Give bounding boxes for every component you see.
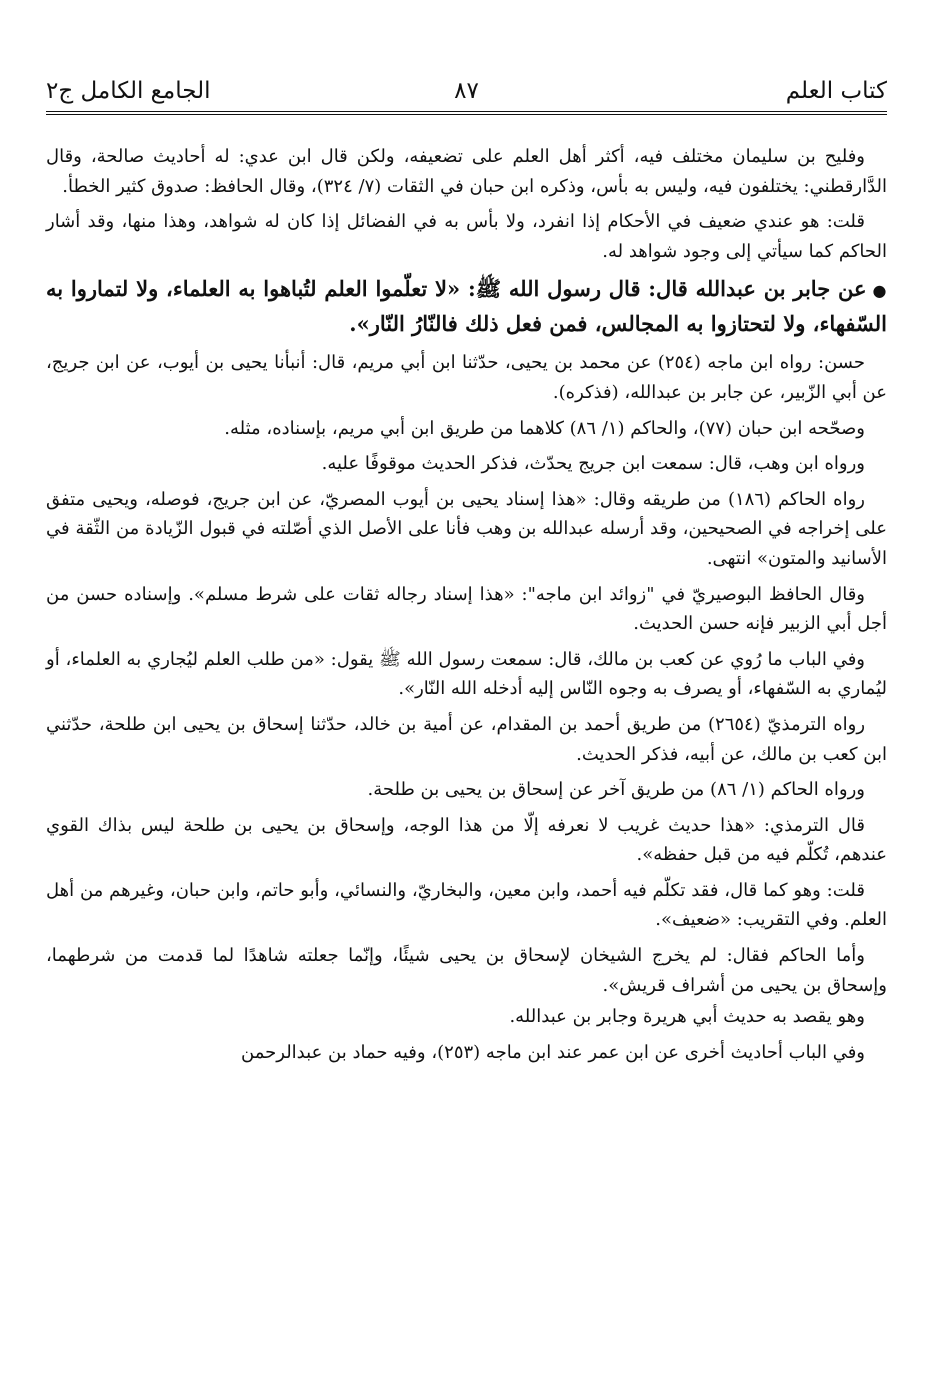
- paragraph: وفليح بن سليمان مختلف فيه، أكثر أهل العلم على تضعيفه، ولكن قال ابن عدي: له أحاديث صالحة، وقال الدَّارقطني: يختلفون فيه، وليس به بأس، وذكره ابن حبان في الثقات (٧/ ٣٢٤)، وقال الحافظ: صدوق كثير الخطأ.: [46, 146, 887, 197]
- paragraph: حسن: رواه ابن ماجه (٢٥٤) عن محمد بن يحيى، حدّثنا ابن أبي مريم، قال: أنبأنا يحيى بن أيوب، عن ابن جريج، عن أبي الزّبير، عن جابر بن عبدالله، (فذكره).: [46, 352, 887, 403]
- paragraph: قلت: هو عندي ضعيف في الأحكام إذا انفرد، ولا بأس به في الفضائل إذا كان له شواهد، وهذا منها، وقد أشار الحاكم كما سيأتي إلى وجود شواهد له.: [46, 211, 887, 262]
- paragraph: وفي الباب أحاديث أخرى عن ابن عمر عند ابن ماجه (٢٥٣)، وفيه حماد بن عبدالرحمن: [241, 1041, 865, 1063]
- paragraph: وأما الحاكم فقال: لم يخرج الشيخان لإسحاق بن يحيى شيئًا، وإنّما جعلته شاهدًا لما قدمت من شرطهما، وإسحاق بن يحيى من أشراف قريش».: [46, 945, 887, 996]
- header-rule: [46, 111, 887, 115]
- paragraph: رواه الترمذيّ (٢٦٥٤) من طريق أحمد بن المقدام، عن أمية بن خالد، حدّثنا إسحاق بن يحيى ابن طلحة، حدّثني ابن كعب بن مالك، عن أبيه، فذكر الحديث.: [46, 713, 887, 765]
- page-header: [46, 0, 887, 116]
- paragraph: ورواه الحاكم (١/ ٨٦) من طريق آخر عن إسحاق بن يحيى بن طلحة.: [367, 779, 865, 801]
- chapter-title: كتاب العلم: [785, 78, 887, 104]
- paragraph: ورواه ابن وهب، قال: سمعت ابن جريج يحدّث، فذكر الحديث موقوفًا عليه.: [321, 453, 865, 475]
- paragraph: قال الترمذي: «هذا حديث غريب لا نعرفه إلّا من هذا الوجه، وإسحاق بن يحيى بن طلحة ليس بذاك القوي عندهم، تُكلّم فيه من قبل حفظه».: [46, 814, 887, 866]
- paragraph: وصحّحه ابن حبان (٧٧)، والحاكم (١/ ٨٦) كلاهما من طريق ابن أبي مريم، بإسناده، مثله.: [224, 417, 865, 439]
- paragraph: وفي الباب ما رُوي عن كعب بن مالك، قال: سمعت رسول الله ﷺ يقول: «من طلب العلم ليُجاري به العلماء، أو ليُماري به السّفهاء، أو يصرف به وجوه النّاس إليه أدخله الله النّار».: [46, 648, 887, 700]
- paragraph: وقال الحافظ البوصيريّ في "زوائد ابن ماجه": «هذا إسناد رجاله ثقات على شرط مسلم». وإسناده حسن من أجل أبي الزبير فإنه حسن الحديث.: [46, 583, 887, 635]
- paragraph: قلت: وهو كما قال، فقد تكلّم فيه أحمد، وابن معين، والبخاريّ، والنسائي، وأبو حاتم، وابن حبان، وغيرهم من أهل العلم. وفي التقريب: «ضعيف».: [46, 879, 887, 931]
- hadith-content: عن جابر بن عبدالله قال: قال رسول الله ﷺ: «لا تعلّموا العلم لتُباهوا به العلماء، ولا لتماروا به السّفهاء، ولا لتحتازوا به المجالس، فمن فعل ذلك فالنّارُ النّار».: [46, 276, 887, 337]
- paragraph: رواه الحاكم (١٨٦) من طريقه وقال: «هذا إسناد يحيى بن أيوب المصريّ، عن ابن جريج، فوصله، ويحيى متفق على إخراجه في الصحيحين، وقد أرسله عبدالله بن وهب فأنا على الأصل الذي أصّلته في قبول الزّيادة من الثّقة في الأسانيد والمتون» انتهى.: [46, 488, 887, 569]
- hadith-text: [46, 272, 887, 340]
- book-title: الجامع الكامل ج٢: [46, 78, 211, 104]
- paragraph: وهو يقصد به حديث أبي هريرة وجابر بن عبدالله.: [509, 1006, 865, 1028]
- page-body: [46, 116, 887, 1067]
- bullet-icon: ●: [872, 281, 887, 301]
- page-number: ٨٧: [454, 78, 479, 104]
